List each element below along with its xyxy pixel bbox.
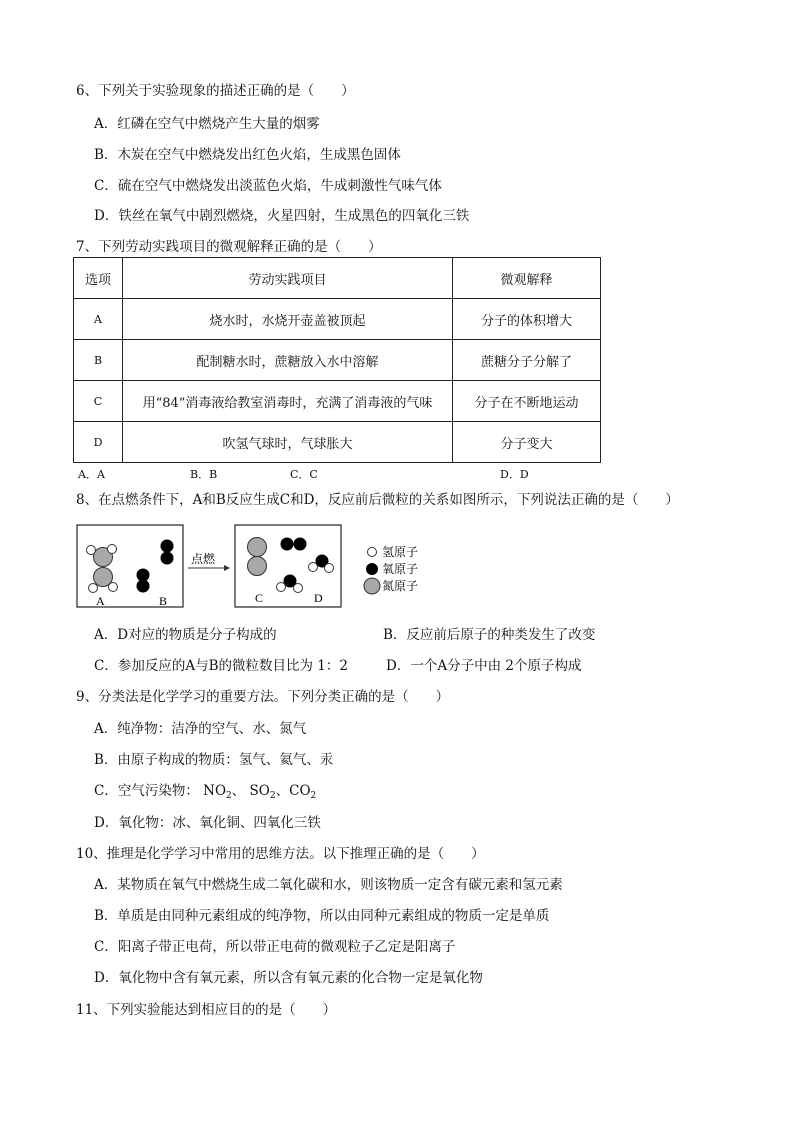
table-cell: 分子的体积增大 <box>453 299 601 340</box>
q6-option-b: B．木炭在空气中燃烧发出红色火焰，生成黑色固体 <box>94 147 401 163</box>
q8-option-d: D．一个A分子中由 2个原子构成 <box>386 658 582 674</box>
hydrogen-atom <box>87 546 96 555</box>
q9-option-c <box>94 782 316 805</box>
q7-table <box>73 257 601 463</box>
q7-answer-d: D．D <box>500 468 529 481</box>
q6-option-c: C．硫在空气中燃烧发出淡蓝色火焰，牛成刺激性气味气体 <box>94 178 442 194</box>
table-cell: 分子在不断地运动 <box>453 381 601 422</box>
q10-option-a: A．某物质在氧气中燃烧生成二氧化碳和水，则该物质一定含有碳元素和氢元素 <box>94 877 563 893</box>
label-d: D <box>314 591 323 605</box>
hydrogen-atom <box>89 584 98 593</box>
q8-option-c: C．参加反应的A与B的微粒数目比为 1：2 <box>94 658 348 674</box>
q6-option-a: A．红磷在空气中燃烧产生大量的烟雾 <box>94 116 320 132</box>
hydrogen-atom <box>294 584 303 593</box>
table-header: 选项 <box>74 258 123 299</box>
q9-option-d: D．氧化物：冰、氧化铜、四氧化三铁 <box>94 815 321 831</box>
q11-stem: 11、下列实验能达到相应目的的是（ ） <box>76 1002 337 1018</box>
q9-stem: 9、分类法是化学学习的重要方法。下列分类正确的是（ ） <box>76 689 450 705</box>
hydrogen-atom <box>325 564 334 573</box>
table-header: 劳动实践项目 <box>123 258 453 299</box>
table-row <box>74 299 601 340</box>
formula-no2: $NO_2$ <box>203 783 232 801</box>
arrow-condition: 点燃 <box>191 552 216 566</box>
nitrogen-atom <box>248 557 267 576</box>
oxygen-atom <box>294 538 307 551</box>
q9-option-c-label: C．空气污染物： <box>94 783 199 799</box>
table-cell: 用“84”消毒液给教室消毒时，充满了消毒液的气味 <box>123 381 453 422</box>
formula-co2: 、$CO_2$ <box>275 783 317 801</box>
hydrogen-atom <box>277 583 286 592</box>
label-b: B <box>159 594 168 608</box>
q8-option-b: B．反应前后原子的种类发生了改变 <box>383 627 596 643</box>
q10-option-c: C．阳离子带正电荷，所以带正电荷的微观粒子乙定是阳离子 <box>94 939 456 955</box>
q10-stem: 10、推理是化学学习中常用的思维方法。以下推理正确的是（ ） <box>76 846 485 862</box>
oxygen-atom <box>137 580 150 593</box>
table-header: 微观解释 <box>453 258 601 299</box>
table-cell: A <box>74 299 123 340</box>
table-row <box>74 381 601 422</box>
q7-answer-a: A．A <box>78 468 105 481</box>
oxygen-atom <box>281 538 294 551</box>
table-row <box>74 340 601 381</box>
nitrogen-atom <box>248 538 267 557</box>
q10-option-b: B．单质是由同种元素组成的纯净物，所以由同种元素组成的物质一定是单质 <box>94 908 550 924</box>
q7-stem: 7、下列劳动实践项目的微观解释正确的是（ ） <box>76 239 382 255</box>
formula-so2: 、 $SO_2$ <box>231 783 276 801</box>
legend-nitrogen-icon <box>364 578 380 594</box>
table-cell: 烧水时，水烧开壶盖被顶起 <box>123 299 453 340</box>
table-cell: 配制糖水时，蔗糖放入水中溶解 <box>123 340 453 381</box>
reactants-box <box>77 525 183 607</box>
q9-option-a: A．纯净物：洁净的空气、水、氮气 <box>94 721 307 737</box>
legend-oxygen-icon <box>366 563 378 575</box>
legend-hydrogen-icon <box>368 548 377 557</box>
table-cell: C <box>74 381 123 422</box>
label-a: A <box>96 594 105 608</box>
hydrogen-atom <box>108 545 117 554</box>
q6-stem: 6、下列关于实验现象的描述正确的是（ ） <box>76 83 355 99</box>
oxygen-atom <box>161 540 174 553</box>
q6-option-d: D．铁丝在氧气中剧烈燃烧，火星四射，生成黑色的四氧化三铁 <box>94 208 470 224</box>
table-header-row <box>74 258 601 299</box>
legend-hydrogen: 氢原子 <box>382 545 419 559</box>
hydrogen-atom <box>109 583 118 592</box>
label-c: C <box>255 591 264 605</box>
table-row <box>74 422 601 463</box>
q8-reaction-diagram <box>76 522 456 612</box>
table-cell: B <box>74 340 123 381</box>
legend-oxygen: 氧原子 <box>382 562 419 576</box>
table-cell: 吹氢气球时，气球胀大 <box>123 422 453 463</box>
table-cell: 分子变大 <box>453 422 601 463</box>
oxygen-atom <box>161 552 174 565</box>
hydrogen-atom <box>309 563 318 572</box>
q10-option-d: D．氧化物中含有氧元素，所以含有氧元素的化合物一定是氧化物 <box>94 970 483 986</box>
q9-option-b: B．由原子构成的物质：氢气、氦气、汞 <box>94 752 334 768</box>
arrow-head-icon <box>224 565 230 571</box>
q8-stem: 8、在点燃条件下，A和B反应生成C和D，反应前后微粒的关系如图所示，下列说法正确的是（ ） <box>76 492 679 508</box>
q7-answer-c: C．C <box>290 468 318 481</box>
q8-option-a: A．D对应的物质是分子构成的 <box>94 627 277 643</box>
legend-nitrogen: 氮原子 <box>382 579 419 593</box>
table-cell: 蔗糖分子分解了 <box>453 340 601 381</box>
q7-answer-b: B．B <box>190 468 218 481</box>
table-cell: D <box>74 422 123 463</box>
